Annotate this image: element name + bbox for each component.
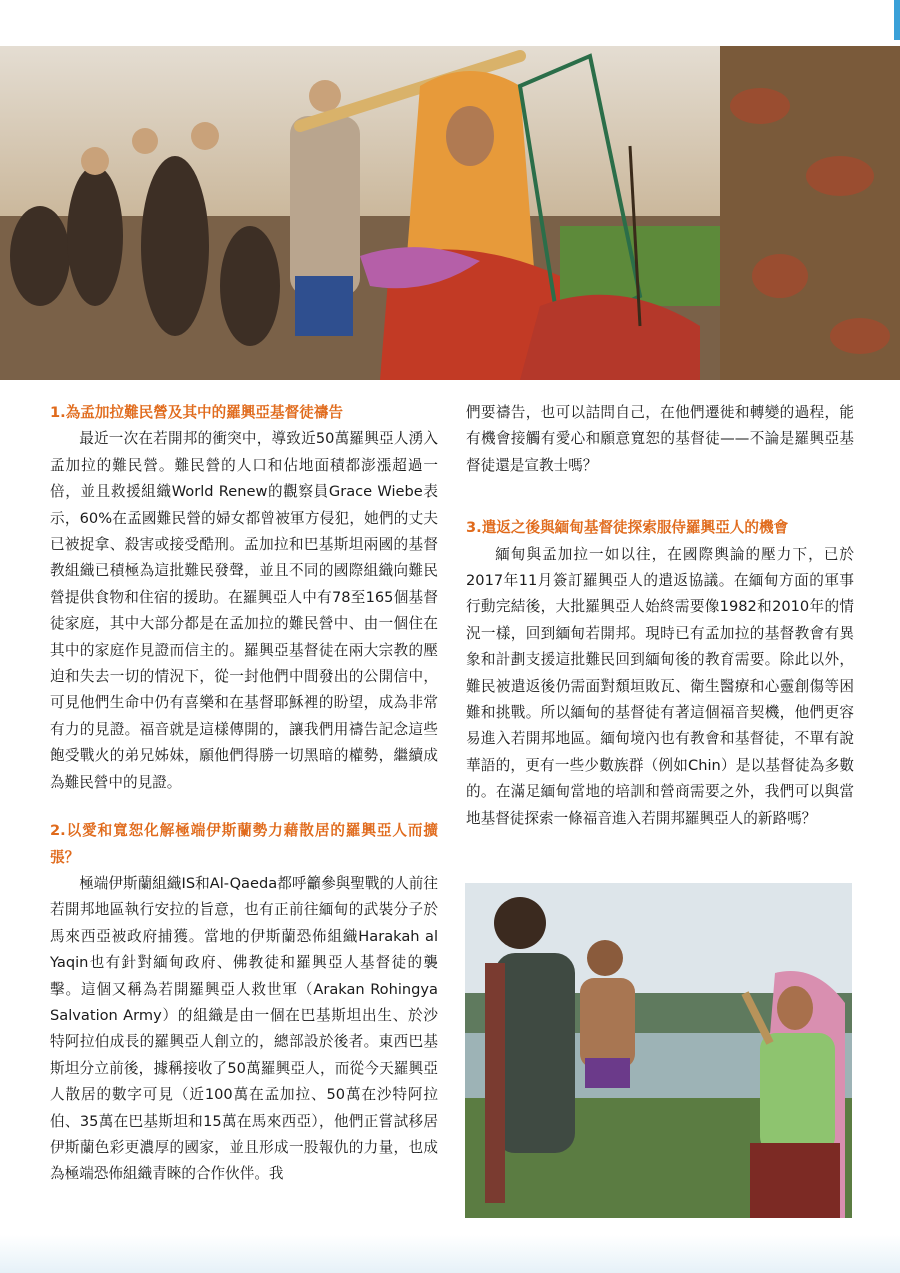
section-2-continuation: 們要禱告，也可以詰問自己，在他們遷徙和轉變的過程，能有機會接觸有愛心和願意寬恕的基督徒——不論是羅興亞基督徒還是宣教士嗎？ bbox=[466, 404, 854, 474]
refugees-photo bbox=[0, 46, 900, 380]
page-top-margin bbox=[0, 0, 900, 46]
section-3-heading: 3.遣返之後與緬甸基督徒探索服侍羅興亞人的機會 bbox=[466, 519, 789, 537]
family-photo-illustration bbox=[465, 883, 852, 1218]
refugees-photo-illustration bbox=[0, 46, 900, 380]
right-column bbox=[466, 400, 854, 832]
page-bottom-fade bbox=[0, 1235, 900, 1273]
left-column bbox=[50, 400, 438, 1188]
section-3-body: 緬甸與孟加拉一如以往，在國際輿論的壓力下，已於2017年11月簽訂羅興亞人的遣返協議。在緬甸方面的軍事行動完結後，大批羅興亞人始終需要像1982和2010年的情況一樣，回到緬甸若開邦。現時已有孟加拉的基督教會有異象和計劃支援這批難民回到緬甸後的教育需要。除此以外，難民被遣返後仍需面對頹垣敗瓦、衛生醫療和心靈創傷等困難和挑戰。所以緬甸的基督徒有著這個福音契機，他們更容易進入若開邦地區。緬甸境內也有教會和基督徒，不單有說華語的，更有一些少數族群（例如Chin）是以基督徒為多數的。在滿足緬甸當地的培訓和營商需要之外，我們可以與當地基督徒探索一條福音進入若開邦羅興亞人的新路嗎？ bbox=[466, 545, 854, 827]
section-1-body: 最近一次在若開邦的衝突中，導致近50萬羅興亞人湧入孟加拉的難民營。難民營的人口和佔地面積都澎漲超過一倍，並且救援組織World Renew的觀察員Grace Wiebe表示，60%在孟國難民營的婦女都曾被軍方侵犯，她們的丈夫已被捉拿、殺害或接受酷刑。孟加拉和巴基斯坦兩國的基督教組織已積極為這批難民發聲，並且不同的國際組織向難民營提供食物和住宿的援助。在羅興亞人中有78至165個基督徒家庭，其中大部分都是在孟加拉的難民營中、由一個住在其中的家庭作見證而信主的。羅興亞基督徒在兩大宗教的壓迫和失去一切的情況下，從一封他們中間發出的公開信中，可見他們生命中仍有喜樂和在基督耶穌裡的盼望，成為非常有力的見證。福音就是這樣傳開的，讓我們用禱告記念這些飽受戰火的弟兄姊妹，願他們得勝一切黑暗的權勢，繼續成為難民營中的見證。 bbox=[50, 430, 438, 791]
section-2-body: 極端伊斯蘭組織IS和Al-Qaeda都呼籲參與聖戰的人前往若開邦地區執行安拉的旨意，也有正前往緬甸的武裝分子於馬來西亞被政府捕獲。當地的伊斯蘭恐佈組織Harakah al Yaqin也有針對緬甸政府、佛教徒和羅興亞人基督徒的襲擊。這個又稱為若開羅興亞人救世軍（Arakan Rohingya Salvation Army）的組織是由一個在巴基斯坦出生、於沙特阿拉伯成長的羅興亞人創立的，總部設於後者。東西巴基斯坦分立前後，據稱接收了50萬羅興亞人，而從今天羅興亞人散居的數字可見（近100萬在孟加拉、50萬在沙特阿拉伯、35萬在巴基斯坦和15萬在馬來西亞），他們正嘗試移居伊斯蘭色彩更濃厚的國家，並且形成一股報仇的力量，也成為極端恐佈組織青睞的合作伙伴。我 bbox=[50, 874, 438, 1183]
section-1-heading: 1.為孟加拉難民營及其中的羅興亞基督徒禱告 bbox=[50, 404, 343, 421]
page-edge-accent bbox=[894, 0, 900, 40]
section-2-heading: 2.以愛和寬恕化解極端伊斯蘭勢力藉散居的羅興亞人而擴張？ bbox=[50, 822, 438, 866]
family-photo bbox=[465, 883, 852, 1218]
